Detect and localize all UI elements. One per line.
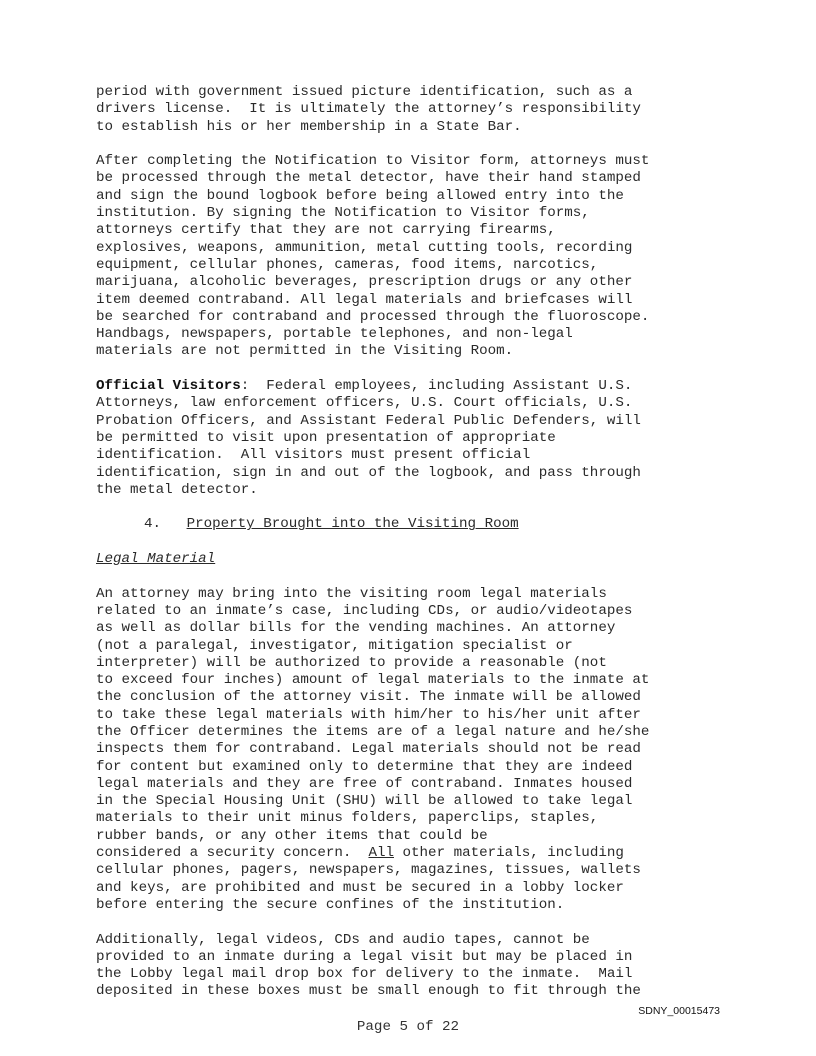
section-heading [96, 516, 736, 533]
text-line: attorneys certify that they are not carrying firearms, [96, 222, 556, 239]
text-line: and sign the bound logbook before being allowed entry into the [96, 187, 624, 204]
paragraph-notification [96, 153, 736, 361]
text-line: be processed through the metal detector, have their hand stamped [96, 170, 641, 187]
document-page [96, 84, 736, 1001]
text-line: the conclusion of the attorney visit. The inmate will be allowed [96, 689, 641, 706]
underlined-all: All [368, 845, 394, 862]
text-line: be permitted to visit upon presentation of appropriate [96, 429, 556, 446]
legal-material-heading: Legal Material [96, 551, 216, 568]
paragraph-identification [96, 84, 736, 136]
bates-number: SDNY_00015473 [638, 1005, 720, 1017]
text-line: and keys, are prohibited and must be secured in a lobby locker [96, 879, 624, 896]
text-line: the Lobby legal mail drop box for delivery to the inmate. Mail [96, 966, 633, 983]
text-line: rubber bands, or any other items that could be [96, 827, 488, 844]
text-line: materials to their unit minus folders, paperclips, staples, [96, 810, 599, 827]
text-line: to establish his or her membership in a State Bar. [96, 118, 522, 135]
text-line: as well as dollar bills for the vending machines. An attorney [96, 620, 616, 637]
text-line: before entering the secure confines of the institution. [96, 896, 565, 913]
text-line: be searched for contraband and processed through the fluoroscope. [96, 308, 650, 325]
text-line: related to an inmate’s case, including CDs, or audio/videotapes [96, 602, 633, 619]
text-line: item deemed contraband. All legal materials and briefcases will [96, 291, 633, 308]
text-line: Attorneys, law enforcement officers, U.S. Court officials, U.S. [96, 395, 633, 412]
text-line: interpreter) will be authorized to provide a reasonable (not [96, 654, 607, 671]
text-line: legal materials and they are free of contraband. Inmates housed [96, 775, 633, 792]
text-line: identification. All visitors must present official [96, 447, 531, 464]
text-line: drivers license. It is ultimately the attorney’s responsibility [96, 101, 641, 118]
text-line: After completing the Notification to Visitor form, attorneys must [96, 153, 650, 170]
page-footer: Page 5 of 22 [356, 1019, 460, 1035]
paragraph-legal-videos [96, 932, 736, 1001]
text-line: the Officer determines the items are of a legal nature and he/she [96, 723, 650, 740]
text-line: deposited in these boxes must be small enough to fit through the [96, 983, 641, 1000]
text-line: in the Special Housing Unit (SHU) will be allowed to take legal [96, 793, 633, 810]
text-line: to exceed four inches) amount of legal materials to the inmate at [96, 672, 650, 689]
text-line: identification, sign in and out of the logbook, and pass through [96, 464, 641, 481]
text-line: equipment, cellular phones, cameras, food items, narcotics, [96, 256, 599, 273]
subheading [96, 551, 736, 568]
text-line: explosives, weapons, ammunition, metal cutting tools, recording [96, 239, 633, 256]
text-line [96, 378, 736, 395]
section-number: 4. [144, 516, 162, 533]
text-line: the metal detector. [96, 481, 258, 498]
text-line: (not a paralegal, investigator, mitigation specialist or [96, 637, 573, 654]
text-line: to take these legal materials with him/her to his/her unit after [96, 706, 641, 723]
text-line: inspects them for contraband. Legal materials should not be read [96, 741, 641, 758]
text-line: An attorney may bring into the visiting room legal materials [96, 585, 607, 602]
section-title: Property Brought into the Visiting Room [186, 516, 519, 533]
text-line: for content but examined only to determine that they are indeed [96, 758, 633, 775]
text-line: marijuana, alcoholic beverages, prescription drugs or any other [96, 274, 633, 291]
text-line: institution. By signing the Notification to Visitor forms, [96, 205, 590, 222]
official-visitors-label: Official Visitors [96, 378, 241, 395]
text-line: considered a security concern. All other materials, including [96, 845, 624, 862]
text-line: materials are not permitted in the Visiting Room. [96, 343, 514, 360]
text-line: Additionally, legal videos, CDs and audio tapes, cannot be [96, 931, 590, 948]
text-line: cellular phones, pagers, newspapers, magazines, tissues, wallets [96, 862, 641, 879]
paragraph-official-visitors [96, 378, 736, 499]
text-line: period with government issued picture identification, such as a [96, 84, 633, 100]
text-line: Probation Officers, and Assistant Federal Public Defenders, will [96, 412, 641, 429]
text-line: provided to an inmate during a legal visit but may be placed in [96, 948, 633, 965]
paragraph-legal-material [96, 586, 736, 915]
text-line: Handbags, newspapers, portable telephones, and non-legal [96, 326, 573, 343]
official-visitors-first-line: : Federal employees, including Assistant U.S. [240, 378, 633, 395]
